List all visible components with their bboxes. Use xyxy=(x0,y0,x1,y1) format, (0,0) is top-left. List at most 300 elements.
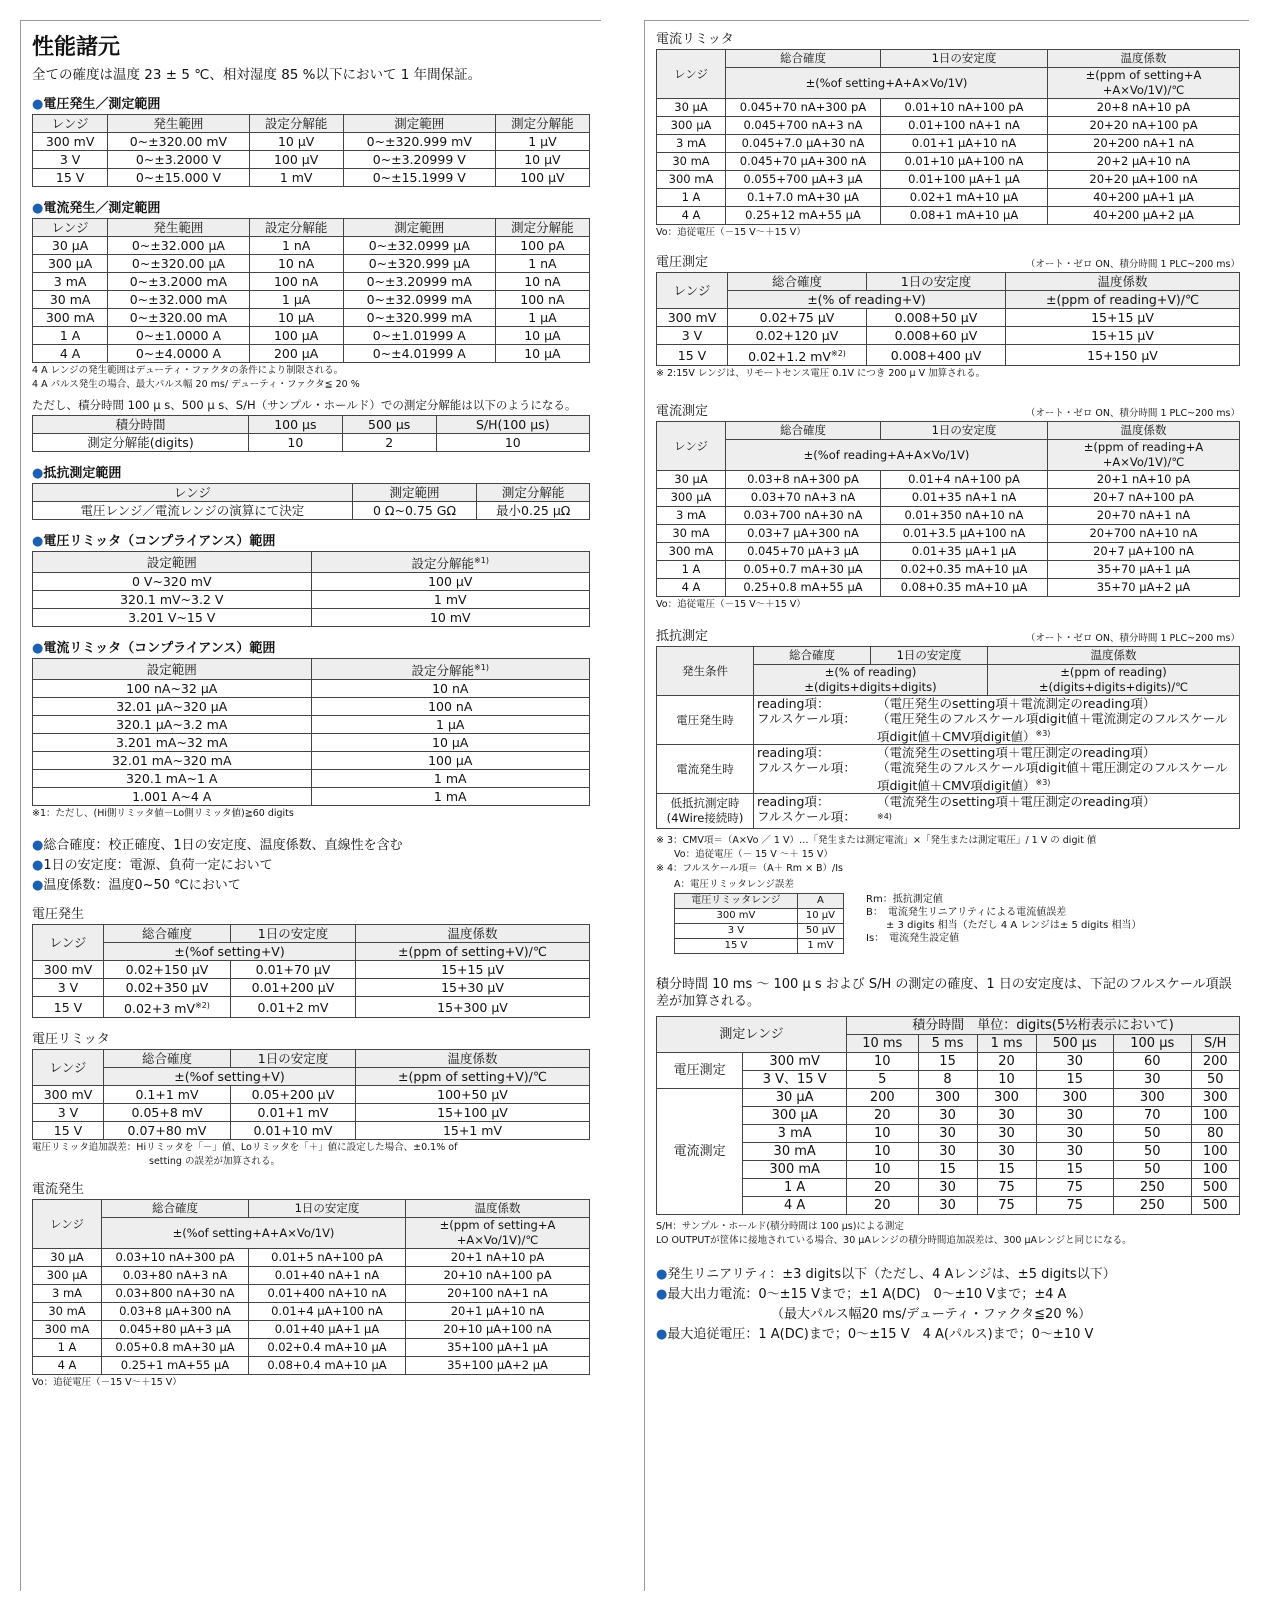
table-row xyxy=(33,591,590,609)
bullet-icon: ● xyxy=(32,97,44,112)
table-cell: 1 µV xyxy=(495,133,589,151)
table-cell: 200 µA xyxy=(249,345,343,363)
legend xyxy=(866,893,1142,945)
table-cell: 0.03+70 nA+3 nA xyxy=(726,489,881,507)
table-cell: 0.01+70 µV xyxy=(231,961,356,979)
table-row xyxy=(33,961,590,979)
table-cell: 30 mA xyxy=(33,291,108,309)
table-cell: 20+20 µA+100 nA xyxy=(1048,171,1240,189)
group-label: 電流測定 xyxy=(657,1088,743,1214)
bullet-icon: ● xyxy=(32,534,44,549)
table-row xyxy=(657,507,1240,525)
col-header: 500 µs xyxy=(342,416,436,434)
table-cell: 30 xyxy=(918,1142,977,1160)
table-cell: 20+100 nA+1 nA xyxy=(406,1285,590,1303)
table-cell: 30 µA xyxy=(33,237,108,255)
col-header: レンジ xyxy=(33,484,353,502)
table-cell: 15 V xyxy=(33,1122,104,1140)
table-cell: 10 nA xyxy=(249,255,343,273)
condition-cell: 電圧発生時 xyxy=(657,696,754,745)
col-header: 100 µs xyxy=(248,416,342,434)
table-row xyxy=(33,309,590,327)
table-row xyxy=(657,1142,1240,1160)
table-cell: 300 xyxy=(1191,1088,1239,1106)
table-cell: 30 µA xyxy=(657,471,726,489)
col-header: ±(ppm of setting+V)/℃ xyxy=(356,1068,590,1086)
table-cell: 測定分解能(digits) xyxy=(33,434,249,452)
table-cell: 40+200 µA+1 µA xyxy=(1048,189,1240,207)
table-cell: 0~±1.01999 A xyxy=(343,327,495,345)
table-cell: 15+15 µV xyxy=(1006,327,1240,345)
table-row xyxy=(33,255,590,273)
table-cell: 0 Ω~0.75 GΩ xyxy=(352,502,477,520)
table-cell: 20+1 nA+10 pA xyxy=(1048,471,1240,489)
table-cell: 1 µA xyxy=(249,291,343,309)
col-header: ±(ppm of setting+V)/℃ xyxy=(356,943,590,961)
spec-bullet: ●最大出力電流：0～±15 Vまで；±1 A(DC) 0～±10 Vまで；±4 A xyxy=(656,1286,1067,1302)
table-cell: 30 mA xyxy=(657,525,726,543)
table-cell: 35+100 µA+2 µA xyxy=(406,1357,590,1375)
formula-value: （電流発生のsetting項＋電圧測定のreading項） xyxy=(877,745,1156,761)
table-row xyxy=(33,1303,590,1321)
table-cell: 300 xyxy=(918,1088,977,1106)
table-cell: 0.07+80 mV xyxy=(104,1122,231,1140)
table-cell: 0.01+10 µA+100 nA xyxy=(881,153,1048,171)
col-header: 電圧リミッタレンジ xyxy=(675,893,798,908)
table-cell: 0.045+70 µA+300 nA xyxy=(726,153,881,171)
col-header: 温度係数 xyxy=(406,1200,590,1218)
table-cell: 1 nA xyxy=(249,237,343,255)
col-header: 1 ms xyxy=(977,1034,1036,1052)
table-row xyxy=(657,471,1240,489)
table-cell: 300 mA xyxy=(657,171,726,189)
table-cell: 0.02+120 µV xyxy=(728,327,867,345)
legend-item: ± 3 digits 相当（ただし 4 A レンジは± 5 digits 相当） xyxy=(866,919,1142,931)
table-cell: 0.045+700 nA+3 nA xyxy=(726,117,881,135)
formula-label: フルスケール項： xyxy=(757,809,856,825)
table-row xyxy=(657,1196,1240,1214)
integ-table xyxy=(32,415,590,452)
col-header: 測定範囲 xyxy=(343,219,495,237)
table-cell: 15 xyxy=(918,1160,977,1178)
table-cell: 30 xyxy=(977,1106,1036,1124)
table-cell: 0~±320.999 µA xyxy=(343,255,495,273)
col-header: 温度係数 xyxy=(1006,273,1240,291)
col-header: 10 ms xyxy=(847,1034,919,1052)
i-gen-heading: 電流発生 xyxy=(32,1182,85,1198)
table-cell: 0~±3.20999 V xyxy=(343,151,495,169)
col-header: A xyxy=(797,893,843,908)
i-range-note2: 4 A パルス発生の場合、最大パルス幅 20 ms/ デューティ・ファクタ≦ 20 % xyxy=(32,379,360,390)
table-row xyxy=(657,1160,1240,1178)
table-cell: 電圧レンジ／電流レンジの演算にて決定 xyxy=(33,502,353,520)
col-header: S/H(100 µs) xyxy=(436,416,589,434)
table-cell: 10 mV xyxy=(311,609,590,627)
table-cell: 8 xyxy=(918,1070,977,1088)
table-cell: 30 xyxy=(1036,1106,1113,1124)
table-cell: 0~±15.1999 V xyxy=(343,169,495,187)
table-cell: 0.1+1 mV xyxy=(104,1086,231,1104)
table-row xyxy=(33,1104,590,1122)
table-row xyxy=(657,579,1240,597)
table-cell: 0.008+400 µV xyxy=(867,345,1006,366)
col-header: レンジ xyxy=(657,50,726,99)
col-header: レンジ xyxy=(33,219,108,237)
table-row xyxy=(657,327,1240,345)
table-cell: 10 xyxy=(847,1142,919,1160)
table-cell: 250 xyxy=(1114,1196,1191,1214)
table-cell: 300 µA xyxy=(743,1106,847,1124)
table-cell: 0.03+10 nA+300 pA xyxy=(102,1249,249,1267)
table-cell: 50 xyxy=(1191,1070,1239,1088)
table-cell: 100 µV xyxy=(495,169,589,187)
i-limit-range-heading: ●電流リミッタ（コンプライアンス）範囲 xyxy=(32,641,276,657)
col-header: 温度係数 xyxy=(1048,422,1240,440)
table-cell: 75 xyxy=(977,1196,1036,1214)
table-cell: 3.201 mA~32 mA xyxy=(33,734,312,752)
table-cell: 35+100 µA+1 µA xyxy=(406,1339,590,1357)
table-cell: 0.01+1 mV xyxy=(231,1104,356,1122)
table-cell: 32.01 µA~320 µA xyxy=(33,698,312,716)
table-cell: 100 nA~32 µA xyxy=(33,680,312,698)
table-cell: 0.01+200 µV xyxy=(231,979,356,997)
table-cell: 0.055+700 µA+3 µA xyxy=(726,171,881,189)
table-cell: 30 xyxy=(918,1196,977,1214)
table-cell: 10 µV xyxy=(495,151,589,169)
table-cell: 0.03+8 µA+300 nA xyxy=(102,1303,249,1321)
col-header: 1日の安定度 xyxy=(231,1050,356,1068)
col-header: レンジ xyxy=(657,422,726,471)
i-lim-note: Vo：追従電圧（－15 V～＋15 V） xyxy=(656,227,806,238)
table-cell: 30 xyxy=(918,1178,977,1196)
left-column xyxy=(32,20,590,1391)
i-gen-table xyxy=(32,1199,590,1375)
table-cell: 30 mA xyxy=(743,1142,847,1160)
legend-item: Rm：抵抗測定値 xyxy=(866,893,943,905)
table-cell: 0~±320.00 mA xyxy=(108,309,249,327)
table-row xyxy=(33,169,590,187)
col-header: 設定範囲 xyxy=(33,659,312,680)
table-cell: 0.02+150 µV xyxy=(104,961,231,979)
table-cell: 100 xyxy=(1191,1106,1239,1124)
r-meas-note3b: Vo：追従電圧（－ 15 V ～＋ 15 V） xyxy=(674,848,833,860)
table-row xyxy=(33,327,590,345)
table-cell: 10 µA xyxy=(249,309,343,327)
r-meas-note3a: ※ 3：CMV項＝（A×Vo ／ 1 V）…「発生または測定電流」×「発生または測定電圧」/ 1 V の digit 値 xyxy=(656,834,1097,846)
table-cell: 0.01+350 nA+10 nA xyxy=(881,507,1048,525)
table-cell: 0.01+10 nA+100 pA xyxy=(881,99,1048,117)
table-cell: 3.201 V~15 V xyxy=(33,609,312,627)
table-cell: 35+70 µA+1 µA xyxy=(1048,561,1240,579)
table-cell: 300 mV xyxy=(33,133,108,151)
table-cell: 32.01 mA~320 mA xyxy=(33,752,312,770)
col-header: ±(% of reading) ±(digits+digits+digits) xyxy=(754,665,988,696)
table-row xyxy=(33,273,590,291)
table-cell: 20 xyxy=(847,1106,919,1124)
table-row xyxy=(33,997,590,1018)
table-cell: 20 xyxy=(977,1052,1036,1070)
table-cell: 0.045+80 µA+3 µA xyxy=(102,1321,249,1339)
v-lim-note1: 電圧リミッタ追加誤差：Hiリミッタを「－」値、Loリミッタを「＋」値に設定した場合、±0.1% of xyxy=(32,1142,458,1154)
col-header: 1日の安定度 xyxy=(881,422,1048,440)
col-header: 測定分解能 xyxy=(495,219,589,237)
col-header: 1日の安定度 xyxy=(231,925,356,943)
table-cell: 80 xyxy=(1191,1124,1239,1142)
i-limit-note: ※1：ただし、(Hi側リミッタ値－Lo側リミッタ値)≧60 digits xyxy=(32,808,294,820)
table-cell: 20+70 nA+1 nA xyxy=(1048,507,1240,525)
table-cell: 300 µA xyxy=(33,255,108,273)
col-header: 温度係数 xyxy=(1048,50,1240,68)
table-cell: 30 xyxy=(1036,1142,1113,1160)
v-range-heading: ●電圧発生／測定範囲 xyxy=(32,97,161,112)
table-cell: 300 µA xyxy=(657,117,726,135)
table-cell: 3 V xyxy=(657,327,728,345)
table-row xyxy=(33,734,590,752)
fs-intro: 積分時間 10 ms ～ 100 µ s および S/H の測定の確度、1 日の安定度は、下記のフルスケール項誤差が加算される。 xyxy=(656,976,1232,1009)
col-header: 5 ms xyxy=(918,1034,977,1052)
table-row xyxy=(657,309,1240,327)
table-cell: 0.01+35 µA+1 µA xyxy=(881,543,1048,561)
col-header: 測定範囲 xyxy=(352,484,477,502)
col-header: 総合確度 xyxy=(728,273,867,291)
formula-label: フルスケール項： xyxy=(757,711,856,727)
table-cell: 1 µA xyxy=(495,309,589,327)
formula-value: ※4) xyxy=(877,812,892,822)
table-cell: 0~±320.999 mV xyxy=(343,133,495,151)
table-cell: 15+150 µV xyxy=(1006,345,1240,366)
table-cell: 200 xyxy=(1191,1052,1239,1070)
col-header: レンジ xyxy=(657,273,728,309)
col-header: レンジ xyxy=(33,925,104,961)
table-row xyxy=(33,680,590,698)
table-cell: 10 µV xyxy=(797,908,843,923)
table-cell: 0.01+3.5 µA+100 nA xyxy=(881,525,1048,543)
table-cell: 0~±3.20999 mA xyxy=(343,273,495,291)
table-cell: 20+2 µA+10 nA xyxy=(1048,153,1240,171)
table-cell: 4 A xyxy=(743,1196,847,1214)
i-lim-table xyxy=(656,49,1240,225)
table-cell: 30 xyxy=(977,1124,1036,1142)
table-cell: 1 A xyxy=(33,1339,102,1357)
table-cell: 0.02+1 mA+10 µA xyxy=(881,189,1048,207)
formula-cell xyxy=(754,696,1240,745)
table-cell: 20+1 µA+10 nA xyxy=(406,1303,590,1321)
table-cell: 15 V xyxy=(33,997,104,1018)
i-meas-table xyxy=(656,421,1240,597)
table-row xyxy=(33,1122,590,1140)
table-cell: 0~±3.2000 mA xyxy=(108,273,249,291)
definition-item: ●1日の安定度：電源、負荷一定において xyxy=(32,858,273,874)
col-header: 発生範囲 xyxy=(108,115,249,133)
col-header: ±(% of reading+V) xyxy=(728,291,1006,309)
table-cell: 300 mA xyxy=(657,543,726,561)
v-lim-note2: setting の誤差が加算される。 xyxy=(149,1156,280,1168)
table-row xyxy=(657,794,1240,828)
table-cell: 0~±320.00 mV xyxy=(108,133,249,151)
table-cell: 10 nA xyxy=(311,680,590,698)
table-cell: 15+15 µV xyxy=(356,961,590,979)
table-cell: 30 xyxy=(918,1124,977,1142)
table-cell: 4 A xyxy=(33,345,108,363)
table-cell: 0~±15.000 V xyxy=(108,169,249,187)
table-cell: 3 mA xyxy=(33,273,108,291)
table-cell: 0.01+400 nA+10 nA xyxy=(249,1285,406,1303)
table-cell: 20+10 nA+100 pA xyxy=(406,1267,590,1285)
col-header: 設定分解能 xyxy=(249,219,343,237)
table-cell: 30 xyxy=(1114,1070,1191,1088)
table-cell: 10 xyxy=(847,1124,919,1142)
table-cell: 100 µV xyxy=(249,151,343,169)
table-cell: 10 nA xyxy=(495,273,589,291)
legend-item: B： 電流発生リニアリティによる電流値誤差 xyxy=(866,906,1067,918)
table-row xyxy=(33,770,590,788)
table-cell: 15 xyxy=(1036,1160,1113,1178)
table-row xyxy=(657,135,1240,153)
table-cell: 4 A xyxy=(33,1357,102,1375)
right-column xyxy=(656,20,1240,1343)
table-row xyxy=(657,543,1240,561)
table-cell: 250 xyxy=(1114,1178,1191,1196)
table-cell: 10 xyxy=(436,434,589,452)
i-meas-heading: 電流測定 （オート・ゼロ ON、積分時間 1 PLC~200 ms） xyxy=(656,404,1240,420)
formula-label: reading項： xyxy=(757,794,830,810)
table-cell: 15 xyxy=(977,1160,1036,1178)
table-cell: 0.08+0.4 mA+10 µA xyxy=(249,1357,406,1375)
table-cell: 0.045+70 nA+300 pA xyxy=(726,99,881,117)
table-cell: 0.03+7 µA+300 nA xyxy=(726,525,881,543)
table-row xyxy=(657,1178,1240,1196)
table-cell: 0.03+80 nA+3 nA xyxy=(102,1267,249,1285)
col-header: 発生範囲 xyxy=(108,219,249,237)
table-cell: 10 µA xyxy=(495,327,589,345)
table-cell: 70 xyxy=(1114,1106,1191,1124)
definition-item: ●温度係数：温度0~50 ℃において xyxy=(32,878,241,894)
table-cell: 300 µA xyxy=(33,1267,102,1285)
condition-cell: 低抵抗測定時(4Wire接続時) xyxy=(657,794,754,828)
table-cell: 0~±1.0000 A xyxy=(108,327,249,345)
col-header: 総合確度 xyxy=(102,1200,249,1218)
table-cell: 100 xyxy=(1191,1160,1239,1178)
table-cell: 100 xyxy=(1191,1142,1239,1160)
col-header: 設定分解能$^{※1)}$ xyxy=(311,659,590,680)
table-cell: 1 µA xyxy=(311,716,590,734)
table-cell: 0.01+10 mV xyxy=(231,1122,356,1140)
col-header: 測定レンジ xyxy=(657,1016,847,1052)
table-cell: 30 µA xyxy=(657,99,726,117)
table-cell: 20+700 nA+10 nA xyxy=(1048,525,1240,543)
table-cell: 1.001 A~4 A xyxy=(33,788,312,806)
col-header: ±(ppm of reading) ±(digits+digits+digits)/℃ xyxy=(988,665,1240,696)
table-cell: 0.01+40 µA+1 µA xyxy=(249,1321,406,1339)
table-cell: 500 xyxy=(1191,1178,1239,1196)
table-cell: 0.008+60 µV xyxy=(867,327,1006,345)
table-cell: 300 mV xyxy=(33,961,104,979)
formula-label: reading項： xyxy=(757,696,830,712)
table-cell: 1 mV xyxy=(311,591,590,609)
table-row xyxy=(33,1267,590,1285)
condition-cell: 電流発生時 xyxy=(657,745,754,794)
col-header: 測定分解能 xyxy=(477,484,590,502)
col-header: 1日の安定度 xyxy=(249,1200,406,1218)
table-cell: 4 A xyxy=(657,207,726,225)
group-label: 電圧測定 xyxy=(657,1052,743,1088)
table-cell: 0.25+1 mA+55 µA xyxy=(102,1357,249,1375)
table-cell: 100 nA xyxy=(249,273,343,291)
table-cell: 0.05+200 µV xyxy=(231,1086,356,1104)
v-lim-table xyxy=(32,1049,590,1140)
col-header: 温度係数 xyxy=(356,1050,590,1068)
col-header: 500 µs xyxy=(1036,1034,1113,1052)
r-meas-heading: 抵抗測定 （オート・ゼロ ON、積分時間 1 PLC~200 ms） xyxy=(656,629,1240,645)
table-row xyxy=(33,752,590,770)
col-header: 発生条件 xyxy=(657,647,754,696)
col-header: 総合確度 xyxy=(104,1050,231,1068)
table-cell: 35+70 µA+2 µA xyxy=(1048,579,1240,597)
table-row xyxy=(33,573,590,591)
table-cell: 20+10 µA+100 nA xyxy=(406,1321,590,1339)
table-cell: 300 xyxy=(1114,1088,1191,1106)
col-header: レンジ xyxy=(33,115,108,133)
v-limit-range-heading: ●電圧リミッタ（コンプライアンス）範囲 xyxy=(32,534,276,549)
table-cell: 100 µV xyxy=(311,573,590,591)
table-cell: 100 µA xyxy=(249,327,343,345)
table-cell: 20+7 nA+100 pA xyxy=(1048,489,1240,507)
table-cell: 1 A xyxy=(657,189,726,207)
table-cell: 20+200 nA+1 nA xyxy=(1048,135,1240,153)
table-row xyxy=(33,1357,590,1375)
table-cell: 15 V xyxy=(675,938,798,953)
col-header: ±(%of setting+V) xyxy=(104,943,356,961)
table-cell: 50 µV xyxy=(797,923,843,938)
table-cell: 0.05+0.8 mA+30 µA xyxy=(102,1339,249,1357)
table-cell: 0.25+12 mA+55 µA xyxy=(726,207,881,225)
table-cell: 0.03+8 nA+300 pA xyxy=(726,471,881,489)
table-cell: 0.02+3 $mV^{※2)}$ xyxy=(104,997,231,1018)
table-cell: 0.01+100 nA+1 nA xyxy=(881,117,1048,135)
v-meas-heading: 電圧測定 （オート・ゼロ ON、積分時間 1 PLC~200 ms） xyxy=(656,255,1240,270)
table-cell: 0.03+700 nA+30 nA xyxy=(726,507,881,525)
col-header: レンジ xyxy=(33,1050,104,1086)
spec-bullets xyxy=(656,1263,1240,1342)
table-cell: 100 nA xyxy=(311,698,590,716)
col-header: 総合確度 xyxy=(726,422,881,440)
table-row xyxy=(657,696,1240,745)
table-cell: 1 mA xyxy=(311,788,590,806)
formula-label: reading項： xyxy=(757,745,830,761)
table-row xyxy=(33,345,590,363)
col-header: 1日の安定度 xyxy=(881,50,1048,68)
col-header: 測定範囲 xyxy=(343,115,495,133)
table-cell: 15 xyxy=(1036,1070,1113,1088)
table-row xyxy=(33,1321,590,1339)
table-cell: 300 µA xyxy=(657,489,726,507)
table-cell: 0.02+75 µV xyxy=(728,309,867,327)
formula-value: （電圧発生のsetting項＋電流測定のreading項） xyxy=(877,696,1156,712)
table-cell: 40+200 µA+2 µA xyxy=(1048,207,1240,225)
table-cell: 0.05+0.7 mA+30 µA xyxy=(726,561,881,579)
table-cell: 1 mV xyxy=(249,169,343,187)
v-lim-heading: 電圧リミッタ xyxy=(32,1032,110,1048)
formula-value: （電流発生のフルスケール項digit値＋電圧測定のフルスケール項digit値＋CMV項digit値）$^{※3)}$ xyxy=(877,760,1228,794)
table-cell: 75 xyxy=(977,1178,1036,1196)
table-cell: 300 xyxy=(977,1088,1036,1106)
table-cell: 20+8 nA+10 pA xyxy=(1048,99,1240,117)
table-cell: 10 µA xyxy=(311,734,590,752)
table-cell: 3 V xyxy=(33,979,104,997)
table-cell: 10 xyxy=(847,1160,919,1178)
table-cell: 10 xyxy=(248,434,342,452)
col-header: 1日の安定度 xyxy=(867,273,1006,291)
